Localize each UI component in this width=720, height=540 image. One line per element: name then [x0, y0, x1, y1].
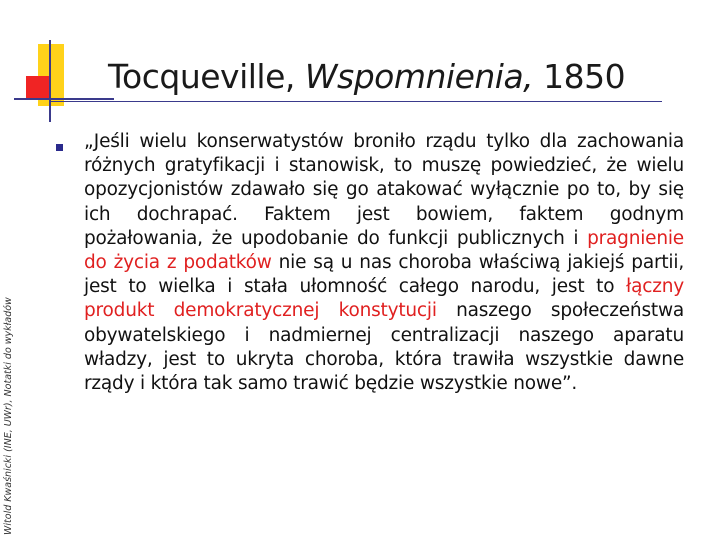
title-underline	[50, 101, 662, 102]
bullet-marker	[56, 144, 63, 151]
quote-segment: „Jeśli wielu konserwatystów broniło rządu tylko dla zachowania różnych gratyfikacji i stanowisk, to muszę powiedzieć, że wielu opozycjonistów zdawało się go atakować wyłącznie po to, by się ich dochrapać. Faktem jest bowiem, faktem godnym pożałowania, że upodobanie do funkcji publicznych i	[84, 131, 684, 249]
slide-title	[108, 57, 688, 96]
quote-segment: naszego społeczeństwa obywatelskiego i nadmiernej centralizacji naszego aparatu władzy, jest to ukryta choroba, która trawiła wszystkie dawne rządy i która tak samo trawić będzie wszystkie nowe”.	[84, 300, 685, 395]
title-author: Tocqueville,	[108, 57, 305, 96]
quote-segment: nie są u nas choroba właściwą jakiejś partii, jest to wielka i stała ułomność całego narodu, jest to	[84, 252, 684, 298]
decor-horizontal-line	[14, 98, 114, 100]
decor-red-block	[26, 76, 50, 100]
quote-highlight: łączny produkt demokratycznej konstytucji	[84, 276, 684, 322]
side-note: Witold Kwaśnicki (INE, UWr), Notatki do wykładów	[3, 297, 14, 535]
title-year: 1850	[533, 57, 626, 96]
quote-text	[84, 130, 684, 396]
quote-highlight: pragnienie do życia z podatków	[84, 227, 684, 274]
title-work: Wspomnienia,	[304, 57, 534, 96]
decor-vertical-line	[49, 40, 51, 122]
